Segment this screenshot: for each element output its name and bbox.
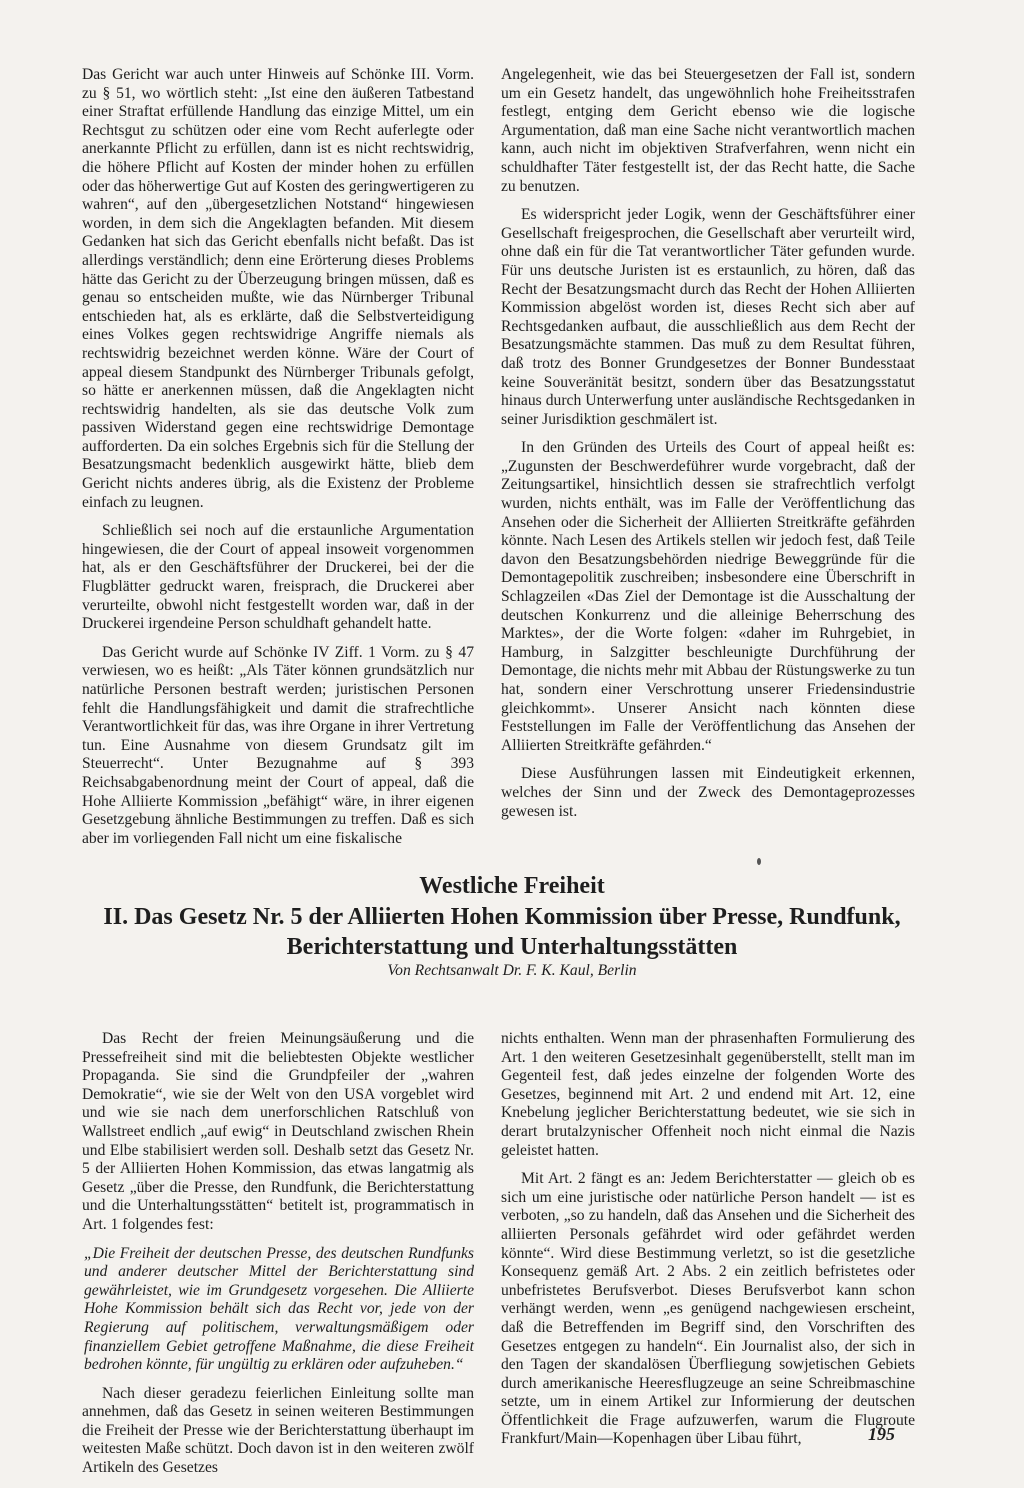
bottom-article-left-column bbox=[82, 1030, 474, 1488]
quoted-article-text: „Die Freiheit der deutschen Presse, des deutschen Rundfunks und anderer deutscher Mittel der Berichterstattung sind gewährleistet, wie im Grundgesetz vorgesehen. Die Alliierte Hohe Kommission behält sich das Recht vor, jede von der Regierung auf politischem, verwaltungsmäßigem oder finanziellem Gebiet getroffene Maßnahme, die diese Freiheit bedrohen könnte, für ungültig zu erklären oder aufzuheben.“ bbox=[84, 1244, 474, 1374]
paragraph: Schließlich sei noch auf die erstaunliche Argumentation hingewiesen, die der Court of appeal insoweit vorgenommen hat, als er den Geschäftsführer der Druckerei, bei der die Flugblätter gedruckt waren, freisprach, die Druckerei aber verurteilte, obwohl nicht festgestellt worden war, daß in der Druckerei irgendeine Person schuldhaft gehandelt hatte. bbox=[82, 522, 474, 633]
paragraph: Nach dieser geradezu feierlichen Einleitung sollte man annehmen, daß das Gesetz in seinen weiteren Bestimmungen die Freiheit der Presse wie der Berichterstattung überhaupt im weitesten Maße schützt. Doch davon ist in den weiteren zwölf Artikeln des Gesetzes bbox=[82, 1384, 474, 1477]
paragraph: Angelegenheit, wie das bei Steuergesetzen der Fall ist, sondern um ein Gesetz handelt, das ungewöhnlich hohe Freiheitsstrafen festlegt, entging dem Gericht ebenso wie die logische Argumentation, daß man eine Sache nicht verantwortlich machen kann, auch nicht im objektiven Strafverfahren, wenn nicht ein schuldhafter Täter festgestellt ist, der das Recht hatte, die Sache zu benutzen. bbox=[501, 66, 915, 195]
article-title-line-1: II. Das Gesetz Nr. 5 der Alliierten Hohen Kommission über Presse, Rundfunk, bbox=[103, 904, 901, 930]
top-article-left-column bbox=[82, 66, 474, 858]
paragraph: Das Gericht war auch unter Hinweis auf Schönke III. Vorm. zu § 51, wo wörtlich steht: „Ist eine den äußeren Tatbestand einer Straftat erfüllende Handlung das einzige Mittel, um ein Rechtsgut zu schützen oder eine vom Recht auferlegte oder anerkannte Pflicht zu erfüllen, dann ist es nicht rechtswidrig, die höhere Pflicht auf Kosten der minder hohen zu erfüllen oder das höherwertige Gut auf Kosten des geringwertigeren zu wahren“, auf den „übergesetzlichen Notstand“ hingewiesen worden, in dem sich die Angeklagten befanden. Mit diesem Gedanken hat sich das Gericht ebenfalls nicht befaßt. Das ist allerdings verständlich; denn eine Erörterung dieses Problems hätte das Gericht zu der Überzeugung bringen müssen, daß es genau so entscheiden mußte, wie das Nürnberger Tribunal entschieden hat, als es erklärte, daß die Selbstverteidigung eines Volkes gegen rechtswidrige Angriffe niemals als rechtswidrig bezeichnet werden könne. Wäre der Court of appeal diesem Standpunkt des Nürnberger Tribunals gefolgt, so hätte er anerkennen müssen, daß die Angeklagten nicht rechtswidrig handelten, als sie das deutsche Volk zum passiven Widerstand gegen eine rechtswidrige Demontage aufforderten. Da ein solches Ergebnis sich für die Stellung der Besatzungsmacht bedenklich ausgewirkt hätte, blieb dem Gericht nichts anderes übrig, als die Existenz der Probleme einfach zu leugnen. bbox=[82, 66, 474, 511]
paragraph: Es widerspricht jeder Logik, wenn der Geschäftsführer einer Gesellschaft freigesprochen, die Gesellschaft aber verurteilt wird, ohne daß ein für die Tat verantwortlicher Täter gefunden wurde. Für uns deutsche Juristen ist es erstaunlich, zu hören, daß das Recht der Besatzungsmacht durch das Recht der Hohen Alliierten Kommission abgelöst worden ist, dieses Recht sich aber auf Rechtsgedanken aufbaut, die ausschließlich aus dem Recht der Besatzungsmächte stammen. Das muß zu dem Resultat führen, daß trotz des Bonner Grundgesetzes der Bonner Bundesstaat keine Souveränität besitzt, sondern über das Besatzungsstatut hinaus durch Unterwerfung unter ausländische Rechtsgedanken in seiner Jurisdiktion geschmälert ist. bbox=[501, 206, 915, 428]
paragraph: In den Gründen des Urteils des Court of appeal heißt es: „Zugunsten der Beschwerdeführer wurde vorgebracht, daß der Zeitungsartikel, hinsichtlich dessen sie strafrechtlich verfolgt wurden, nichts enthält, was im Falle der Veröffentlichung das Ansehen oder die Sicherheit der Alliierten Streitkräfte gefährden könnte. Nach Lesen des Artikels stellen wir jedoch fest, daß Teile davon den Besatzungsbehörden niedrige Beweggründe für die Demontagepolitik zuschreiben; insbesondere eine Überschrift in Schlagzeilen «Das Ziel der Demontage ist die Ausschaltung der deutschen Konkurrenz und die alleinige Beherrschung des Marktes», der die Worte folgen: «daher im Ruhrgebiet, in Hamburg, in Salzgitter beschleunigte Durchführung der Demontage, die nichts mehr mit Abbau der Rüstungswerke zu tun hat, sondern einer Verschrottung unserer Friedensindustrie gleichkommt». Unserer Ansicht nach könnten diese Feststellungen im Falle der Veröffentlichung das Ansehen der Alliierten Streitkräfte gefährden.“ bbox=[501, 439, 915, 754]
article-title-line-2: Berichterstattung und Unterhaltungsstätten bbox=[286, 934, 738, 960]
paragraph: Das Recht der freien Meinungsäußerung und die Pressefreiheit sind mit die beliebtesten Objekte westlicher Propaganda. Sie sind die Grundpfeiler der „wahren Demokratie“, wie sie der Welt von den USA vorgeblet wird und wie sie nach dem unerforschlichen Ratschluß von Wallstreet endlich „auf ewig“ in Deutschland zwischen Rhein und Elbe stabilisiert werden soll. Deshalb setzt das Gesetz Nr. 5 der Alliierten Hohen Kommission, das etwas langatmig als Gesetz „über die Presse, den Rundfunk, die Berichterstattung und die Unterhaltungsstätten“ betitelt ist, programmatisch in Art. 1 folgendes fest: bbox=[82, 1030, 474, 1233]
paragraph: Mit Art. 2 fängt es an: Jedem Berichterstatter — gleich ob es sich um eine juristische oder natürliche Person handelt — ist es verboten, „so zu handeln, daß das Ansehen und die Sicherheit des alliierten Personals gefährdet wird oder gefährdet werden könnte“. Wird diese Bestimmung verletzt, so ist die gesetzliche Konsequenz gemäß Art. 2 Abs. 2 ein zeitlich befristetes oder unbefristetes Berufsverbot. Dieses Berufsverbot kann schon verhängt werden, wenn „es genügend nachgewiesen erscheint, daß die Betreffenden im Begriff sind, den Vorschriften des Gesetzes entgegen zu handeln“. Ein Journalist also, der sich in den Tagen der skandalösen Überfliegung sowjetischen Gebiets durch amerikanische Heeresflugzeuge an seine Schreibmaschine setzte, um in einem Artikel zur Informierung der deutschen Öffentlichkeit die Frage aufzuwerfen, warum die Flugroute Frankfurt/Main—Kopenhagen über Libau führt, bbox=[501, 1170, 915, 1448]
byline: Von Rechtsanwalt Dr. F. K. Kaul, Berlin bbox=[387, 962, 637, 979]
top-article-right-column bbox=[501, 66, 915, 831]
bottom-article-right-column bbox=[501, 1030, 915, 1459]
page-number: 195 bbox=[868, 1424, 895, 1444]
article-kicker: Westliche Freiheit bbox=[419, 873, 605, 899]
print-speck bbox=[757, 858, 761, 865]
paragraph: nichts enthalten. Wenn man der phrasenhaften Formulierung des Art. 1 den weiteren Gesetzesinhalt gegenüberstellt, stellt man im Gegenteil fest, daß jedes einzelne der folgenden Worte des Gesetzes, beginnend mit Art. 2 und endend mit Art. 12, eine Knebelung jeglicher Berichterstattung bedeutet, wie sie sich in derart brutalzynischer Offenheit noch nicht einmal die Nazis geleistet hatten. bbox=[501, 1030, 915, 1159]
paragraph: Diese Ausführungen lassen mit Eindeutigkeit erkennen, welches der Sinn und der Zweck des Demontageprozesses gewesen ist. bbox=[501, 765, 915, 820]
paragraph: Das Gericht wurde auf Schönke IV Ziff. 1 Vorm. zu § 47 verwiesen, wo es heißt: „Als Täter können grundsätzlich nur natürliche Personen bestraft werden; juristischen Personen fehlt die Handlungsfähigkeit und damit die strafrechtliche Verantwortlichkeit für das, was ihre Organe in ihrer Vertretung tun. Eine Ausnahme von diesem Grundsatz gilt im Steuerrecht“. Unter Bezugnahme auf § 393 Reichsabgabenordnung meint der Court of appeal, daß die Hohe Alliierte Kommission „befähigt“ wäre, in ihrer eigenen Gesetzgebung ähnliche Bestimmungen zu treffen. Daß es sich aber im vorliegenden Fall nicht um eine fiskalische bbox=[82, 643, 474, 847]
